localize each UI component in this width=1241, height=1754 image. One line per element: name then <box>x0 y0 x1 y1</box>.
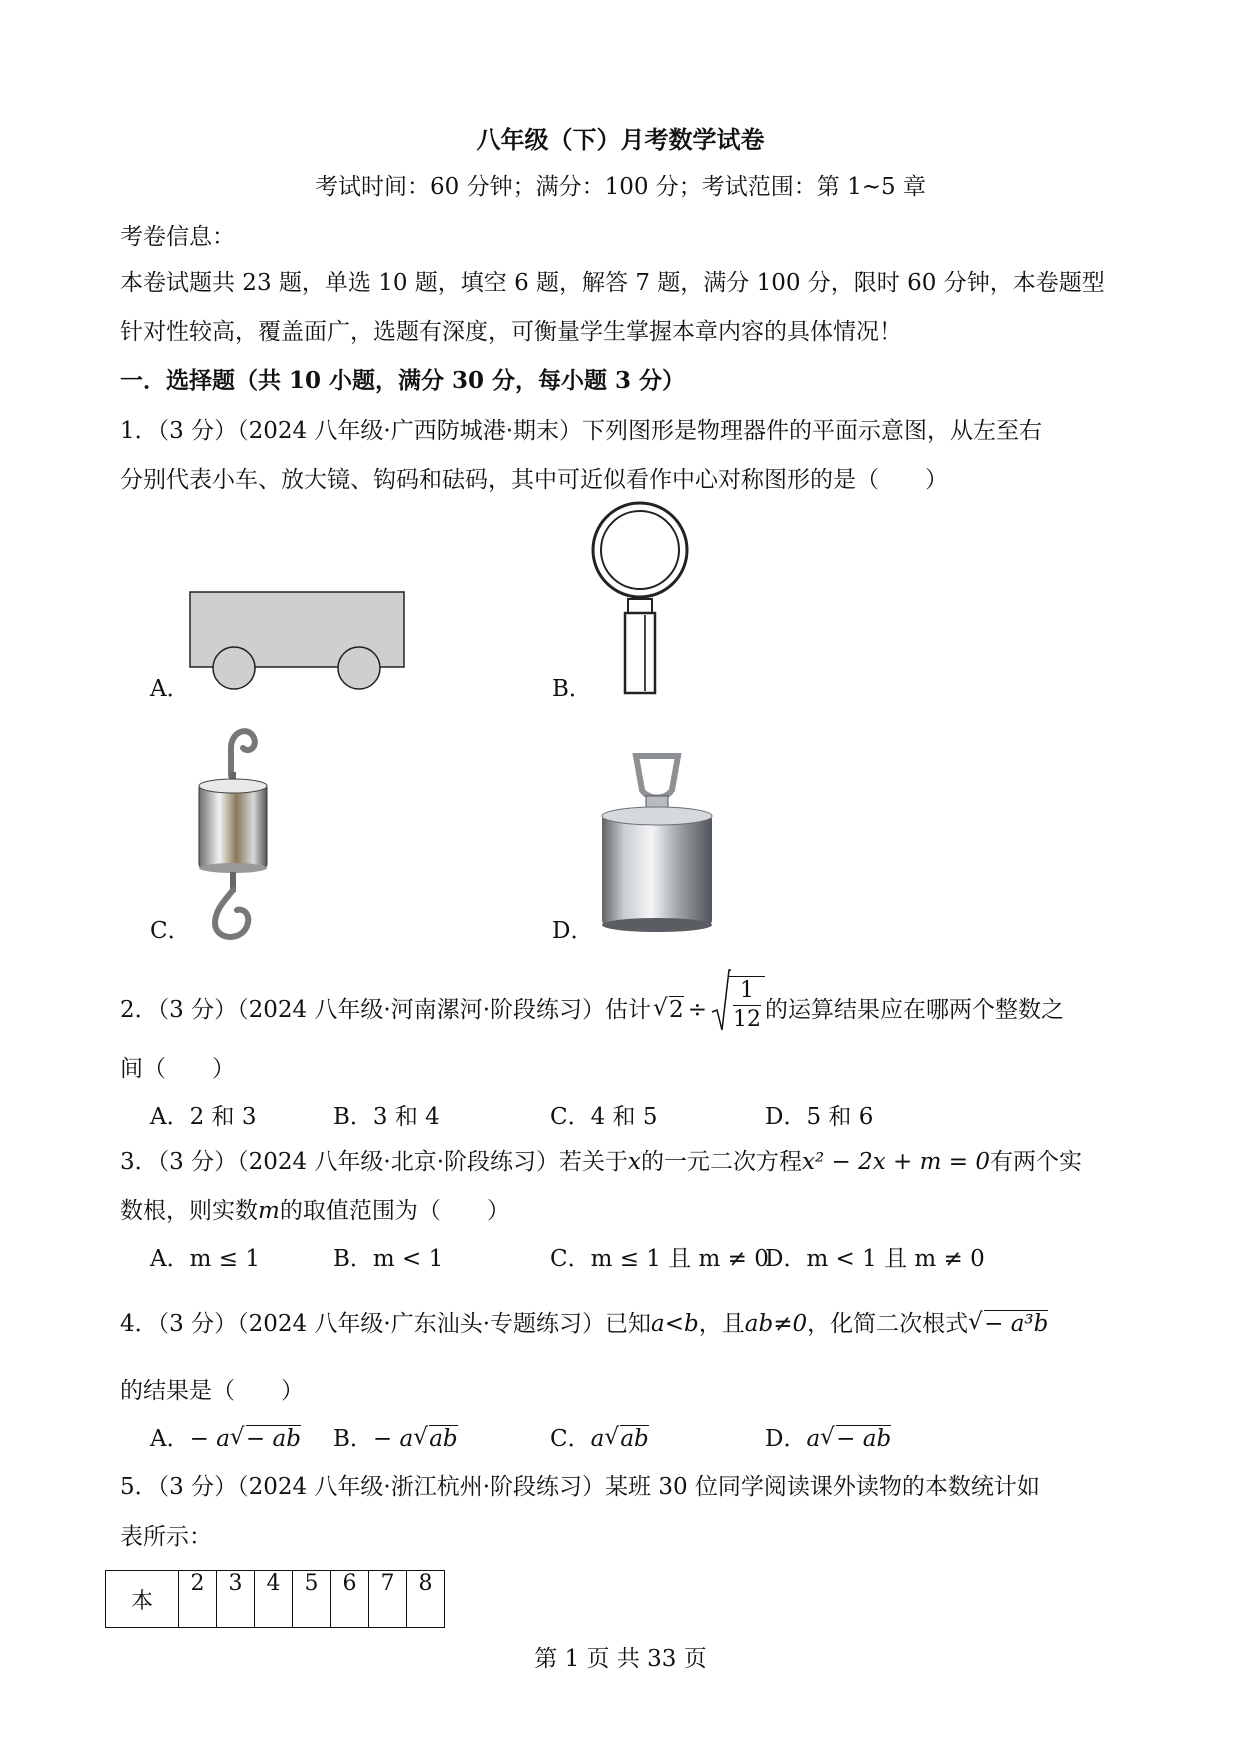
table-cell: 4 <box>255 1571 293 1628</box>
q2-sqrt-frac <box>711 976 765 1038</box>
cart-wheel-right <box>338 647 380 689</box>
q4-option-d <box>765 1420 891 1453</box>
q4-option-b-radical <box>413 1426 457 1452</box>
q5-line-1: 5．（3 分）（2024 八年级·浙江杭州·阶段练习）某班 30 位同学阅读课外读物的本数统计如 <box>120 1474 1040 1500</box>
table-cell: 3 <box>217 1571 255 1628</box>
q4-option-a <box>150 1420 301 1453</box>
q2-suffix: 的运算结果应在哪两个整数之 <box>764 997 1064 1023</box>
q4-option-c <box>550 1420 649 1453</box>
table-cell: 2 <box>179 1571 217 1628</box>
q3-line2-suffix: 的取值范围为（ ） <box>279 1198 510 1224</box>
q4-option-c-radical <box>604 1426 648 1452</box>
q1-weight-figure <box>600 738 714 934</box>
q1-option-c-label: C． <box>150 918 191 944</box>
q1-cart-figure <box>188 585 408 697</box>
q2-big-radical-icon <box>711 968 731 1034</box>
info-line-1: 本卷试题共 23 题，单选 10 题，填空 6 题，解答 7 题，满分 100 分，限时 60 分钟，本卷题型 <box>120 270 1105 296</box>
q4-option-c-radicand: ab <box>620 1426 649 1452</box>
q4-line-2: 的结果是（ ） <box>120 1378 304 1404</box>
q3-var-x: x <box>628 1149 642 1175</box>
q3-line-2 <box>120 1192 510 1225</box>
magnifier-rim-inner <box>601 511 679 589</box>
weight-body <box>602 814 712 926</box>
q2-line-1 <box>120 980 1064 1042</box>
reading-count-table <box>105 1570 445 1628</box>
q4-option-b-radicand: ab <box>429 1426 458 1452</box>
hook-bottom <box>215 890 248 937</box>
q4-option-d-radicand: − ab <box>836 1426 892 1452</box>
q3-option-a: A．m ≤ 1 <box>150 1246 260 1272</box>
q4-option-a-label: A． <box>150 1426 190 1452</box>
q1-magnifier-figure <box>590 500 692 696</box>
info-label: 考卷信息： <box>120 224 235 250</box>
q3-line-1 <box>120 1143 1082 1176</box>
q4-option-c-label: C． <box>550 1426 591 1452</box>
table-row <box>106 1571 445 1628</box>
q2-radicand: 2 <box>669 997 684 1023</box>
q4-option-d-radical <box>820 1426 891 1452</box>
q3-option-d: D．m < 1 且 m ≠ 0 <box>765 1246 985 1272</box>
table-cell: 5 <box>293 1571 331 1628</box>
q3-line2-prefix: 数根，则实数 <box>120 1198 258 1224</box>
table-cell: 6 <box>331 1571 369 1628</box>
cart-wheel-left <box>213 647 255 689</box>
q4-option-d-label: D． <box>765 1426 807 1452</box>
q2-line-2: 间（ ） <box>120 1056 235 1082</box>
hook-weight-body <box>199 784 267 868</box>
q3-suffix: 有两个实 <box>989 1149 1082 1175</box>
table-header-cell: 本 <box>106 1571 179 1628</box>
q4-radicand: − a³b <box>984 1311 1049 1337</box>
q1-option-b-label: B． <box>552 676 592 702</box>
q4-option-c-coef: a <box>590 1426 605 1452</box>
q2-option-b: B．3 和 4 <box>333 1104 440 1130</box>
q2-divide: ÷ <box>687 997 707 1023</box>
q3-prefix: 3．（3 分）（2024 八年级·北京·阶段练习）若关于 <box>120 1149 629 1175</box>
page-title: 八年级（下）月考数学试卷 <box>476 125 765 154</box>
q3-option-c: C．m ≤ 1 且 m ≠ 0 <box>550 1246 769 1272</box>
radical-sign-icon: √ <box>820 1424 835 1450</box>
page-footer: 第 1 页 共 33 页 <box>534 1646 707 1672</box>
table-cell: 8 <box>407 1571 445 1628</box>
q4-mid-1: ，且 <box>698 1311 745 1337</box>
q2-option-d: D．5 和 6 <box>765 1104 874 1130</box>
q2-fraction <box>729 976 765 1034</box>
q4-option-a-radicand: − ab <box>245 1426 301 1452</box>
q4-line-1 <box>120 1305 1048 1338</box>
q4-option-a-coef: − a <box>189 1426 230 1452</box>
q2-prefix: 2．（3 分）（2024 八年级·河南漯河·阶段练习）估计 <box>120 997 652 1023</box>
section-heading: 一．选择题（共 10 小题，满分 30 分，每小题 3 分） <box>120 367 686 394</box>
q2-sqrt-2 <box>653 997 684 1023</box>
q4-radical <box>968 1311 1048 1337</box>
q4-mid-2: ，化简二次根式 <box>807 1311 969 1337</box>
q2-fraction-denominator: 12 <box>732 1007 761 1032</box>
magnifier-neck <box>628 599 652 613</box>
q5-line-2: 表所示： <box>120 1524 212 1550</box>
hook-top <box>231 731 255 776</box>
q1-hook-weight-figure <box>185 718 275 946</box>
magnifier-handle <box>625 613 655 693</box>
q3-mid: 的一元二次方程 <box>641 1149 803 1175</box>
q4-option-b-label: B． <box>333 1426 373 1452</box>
q4-option-d-coef: a <box>806 1426 821 1452</box>
info-line-2: 针对性较高，覆盖面广，选题有深度，可衡量学生掌握本章内容的具体情况！ <box>120 319 902 345</box>
radical-sign-icon: √ <box>229 1424 245 1450</box>
q2-fraction-numerator: 1 <box>733 977 761 1006</box>
q4-option-a-radical <box>230 1426 301 1452</box>
weight-knob <box>646 796 668 808</box>
q2-option-c: C．4 和 5 <box>550 1104 658 1130</box>
table-cell: 7 <box>369 1571 407 1628</box>
weight-bottom-face <box>602 918 712 932</box>
radical-sign-icon: √ <box>604 1424 619 1450</box>
q1-option-a-label: A． <box>150 676 190 702</box>
q3-var-m: m <box>258 1198 280 1224</box>
q2-option-a: A．2 和 3 <box>150 1104 257 1130</box>
q4-cond-1: a<b <box>651 1311 699 1337</box>
hook-weight-top <box>199 779 267 793</box>
q1-line-2: 分别代表小车、放大镜、钩码和砝码，其中可近似看作中心对称图形的是（ ） <box>120 467 948 493</box>
q3-equation: x² − 2x + m = 0 <box>802 1149 990 1175</box>
q1-option-d-label: D． <box>552 918 594 944</box>
weight-handle <box>636 756 678 798</box>
radical-sign-icon: √ <box>413 1424 428 1450</box>
hook-weight-bottom <box>199 863 267 873</box>
q1-line-1: 1．（3 分）（2024 八年级·广西防城港·期末）下列图形是物理器件的平面示意图，从左至右 <box>120 418 1043 444</box>
weight-top-face <box>602 807 712 825</box>
q3-option-b: B．m < 1 <box>333 1246 444 1272</box>
q2-radical-sign-icon: √ <box>653 995 668 1021</box>
q4-cond-2: ab≠0 <box>744 1311 808 1337</box>
q4-prefix: 4．（3 分）（2024 八年级·广东汕头·专题练习）已知 <box>120 1311 652 1337</box>
q4-option-b <box>333 1420 458 1453</box>
q4-radical-sign-icon: √ <box>968 1309 983 1335</box>
q4-option-b-coef: − a <box>372 1426 414 1452</box>
exam-subtitle: 考试时间：60 分钟；满分：100 分；考试范围：第 1~5 章 <box>315 174 926 200</box>
